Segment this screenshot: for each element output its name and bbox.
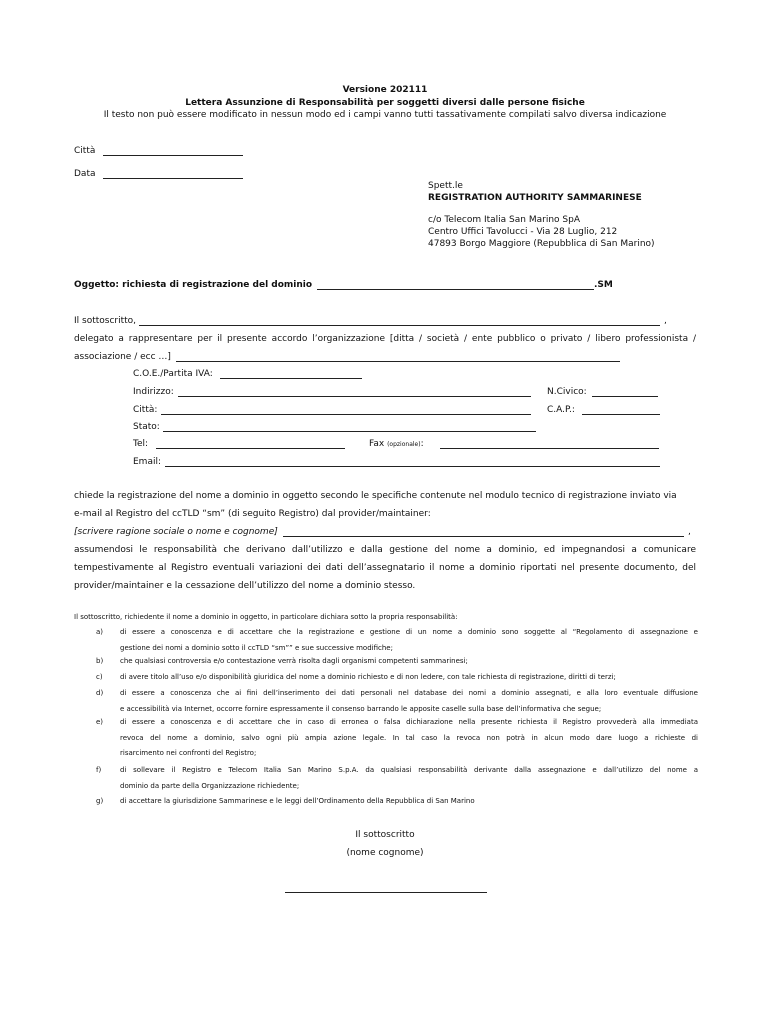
city-label: Città xyxy=(74,146,96,156)
comma: , xyxy=(664,316,667,326)
recipient-line1: c/o Telecom Italia San Marino SpA xyxy=(428,215,580,225)
fax-field[interactable] xyxy=(440,448,659,449)
undersigned-label: Il sottoscritto, xyxy=(74,316,137,326)
declaration-item-text: di accettare la giurisdizione Sammarinese e le leggi dell’Ordinamento della Repubblica di San Marino xyxy=(120,797,475,805)
date-field[interactable] xyxy=(103,178,243,179)
signature-name-hint: (nome cognome) xyxy=(346,848,424,858)
subject-suffix: .SM xyxy=(594,280,613,290)
declaration-item-text: di essere a conoscenza e di accettare che la registrazione e gestione di un nome a dominio sono soggette al “Regolamento di assegnazione e xyxy=(120,628,698,636)
state-field[interactable] xyxy=(163,431,536,432)
email-label: Email: xyxy=(133,457,162,467)
request-line1: chiede la registrazione del nome a dominio in oggetto secondo le specifiche contenute nel modulo tecnico di registrazione inviato via xyxy=(74,491,677,501)
coe-field[interactable] xyxy=(220,378,362,379)
declaration-item-key: c) xyxy=(96,673,103,681)
recipient-line3: 47893 Borgo Maggiore (Repubblica di San Marino) xyxy=(428,239,655,249)
recipient-name: REGISTRATION AUTHORITY SAMMARINESE xyxy=(428,193,642,203)
domain-field[interactable] xyxy=(317,289,594,290)
recipient-salutation: Spett.le xyxy=(428,181,463,191)
declaration-item-text: revoca del nome a dominio, salvo ogni più ampia azione legale. In tal caso la revoca non potrà in alcun modo dare luogo a richieste di xyxy=(120,733,698,742)
declaration-item-text: risarcimento nei confronti del Registro; xyxy=(120,749,257,757)
resp-line3: provider/maintainer e la cessazione dell’utilizzo del nome a dominio stesso. xyxy=(74,581,416,591)
declaration-item-text: gestione dei nomi a dominio sotto il ccTLD “sm”” e sue successive modifiche; xyxy=(120,643,393,652)
address-label: Indirizzo: xyxy=(133,387,174,397)
declaration-item-key: b) xyxy=(96,657,104,665)
declaration-item-text: che qualsiasi controversia e/o contestazione verrà risolta dagli organismi competenti sammarinesi; xyxy=(120,657,468,665)
body-city-field[interactable] xyxy=(161,414,531,415)
document-subtitle: Il testo non può essere modificato in nessun modo ed i campi vanno tutti tassativamente compilati salvo diversa indicazione xyxy=(103,110,667,120)
undersigned-field[interactable] xyxy=(139,325,660,326)
state-label: Stato: xyxy=(133,422,160,432)
declaration-item-text: dominio da parte della Organizzazione richiedente; xyxy=(120,781,300,790)
civic-field[interactable] xyxy=(592,396,658,397)
declaration-item-key: d) xyxy=(96,689,104,697)
declaration-item-text: di avere titolo all’uso e/o disponibilità giuridica del nome a dominio richiesto e di non ledere, con tale richiesta di registrazione, diritti di terzi; xyxy=(120,673,616,681)
cap-label: C.A.P.: xyxy=(547,405,575,415)
date-label: Data xyxy=(74,169,96,179)
fax-label: Fax (opzionale): xyxy=(369,439,424,449)
email-field[interactable] xyxy=(165,466,660,467)
declaration-intro: Il sottoscritto, richiedente il nome a dominio in oggetto, in particolare dichiara sotto la propria responsabilità: xyxy=(74,613,458,621)
organization-field[interactable] xyxy=(176,361,620,362)
resp-line1: assumendosi le responsabilità che derivano dall’utilizzo e dalla gestione del nome a dominio, ed impegnandosi a comunicare xyxy=(74,545,696,555)
body-city-label: Città: xyxy=(133,405,158,415)
city-field[interactable] xyxy=(103,155,243,156)
fax-label-text: Fax xyxy=(369,439,385,449)
document-title: Lettera Assunzione di Responsabilità per soggetti diversi dalle persone fisiche xyxy=(185,98,585,108)
tel-label: Tel: xyxy=(133,439,149,449)
association-text: associazione / ecc …] xyxy=(74,352,171,362)
signature-label: Il sottoscritto xyxy=(355,830,415,840)
resp-line2: tempestivamente al Registro eventuali variazioni dei dati dell’assegnatario il nome a dominio riportati nel presente documento, del xyxy=(74,563,696,573)
fax-optional: (opzionale) xyxy=(387,441,421,448)
declaration-item-key: a) xyxy=(96,628,104,636)
declaration-item-key: f) xyxy=(96,766,102,774)
delegated-text: delegato a rappresentare per il presente accordo l’organizzazione [ditta / società / ente pubblico o privato / libero professionista / xyxy=(74,334,696,344)
version-label: Versione 202111 xyxy=(342,85,428,95)
declaration-item-key: g) xyxy=(96,797,104,805)
request-line2: e-mail al Registro del ccTLD “sm” (di seguito Registro) dal provider/maintainer: xyxy=(74,509,431,519)
cap-field[interactable] xyxy=(582,414,660,415)
recipient-line2: Centro Uffici Tavolucci - Via 28 Luglio, 212 xyxy=(428,227,618,237)
subject-label: Oggetto: richiesta di registrazione del dominio xyxy=(74,280,313,290)
tel-field[interactable] xyxy=(156,448,345,449)
coe-label: C.O.E./Partita IVA: xyxy=(133,369,213,379)
signature-line[interactable] xyxy=(285,892,487,893)
declaration-item-text: e accessibilità via Internet, occorre fornire espressamente il consenso barrando le apposite caselle sulla base dell’informativa che segue; xyxy=(120,704,602,713)
address-field[interactable] xyxy=(178,396,531,397)
declaration-item-key: e) xyxy=(96,718,104,726)
comma-2: , xyxy=(688,527,691,537)
civic-label: N.Civico: xyxy=(547,387,587,397)
maintainer-field[interactable] xyxy=(283,536,684,537)
declaration-item-text: di essere a conoscenza e di accettare che in caso di erronea o falsa dichiarazione nella presente richiesta il Registro provvederà alla immediata xyxy=(120,718,698,726)
declaration-item-text: di essere a conoscenza che ai fini dell’inserimento dei dati personali nel database dei nomi a dominio assegnati, e alla loro eventuale diffusione xyxy=(120,689,698,697)
declaration-item-text: di sollevare il Registro e Telecom Italia San Marino S.p.A. da qualsiasi responsabilità derivante dalla assegnazione e dall’utilizzo del nome a xyxy=(120,766,698,774)
company-placeholder: [scrivere ragione sociale o nome e cognome] xyxy=(74,527,278,537)
